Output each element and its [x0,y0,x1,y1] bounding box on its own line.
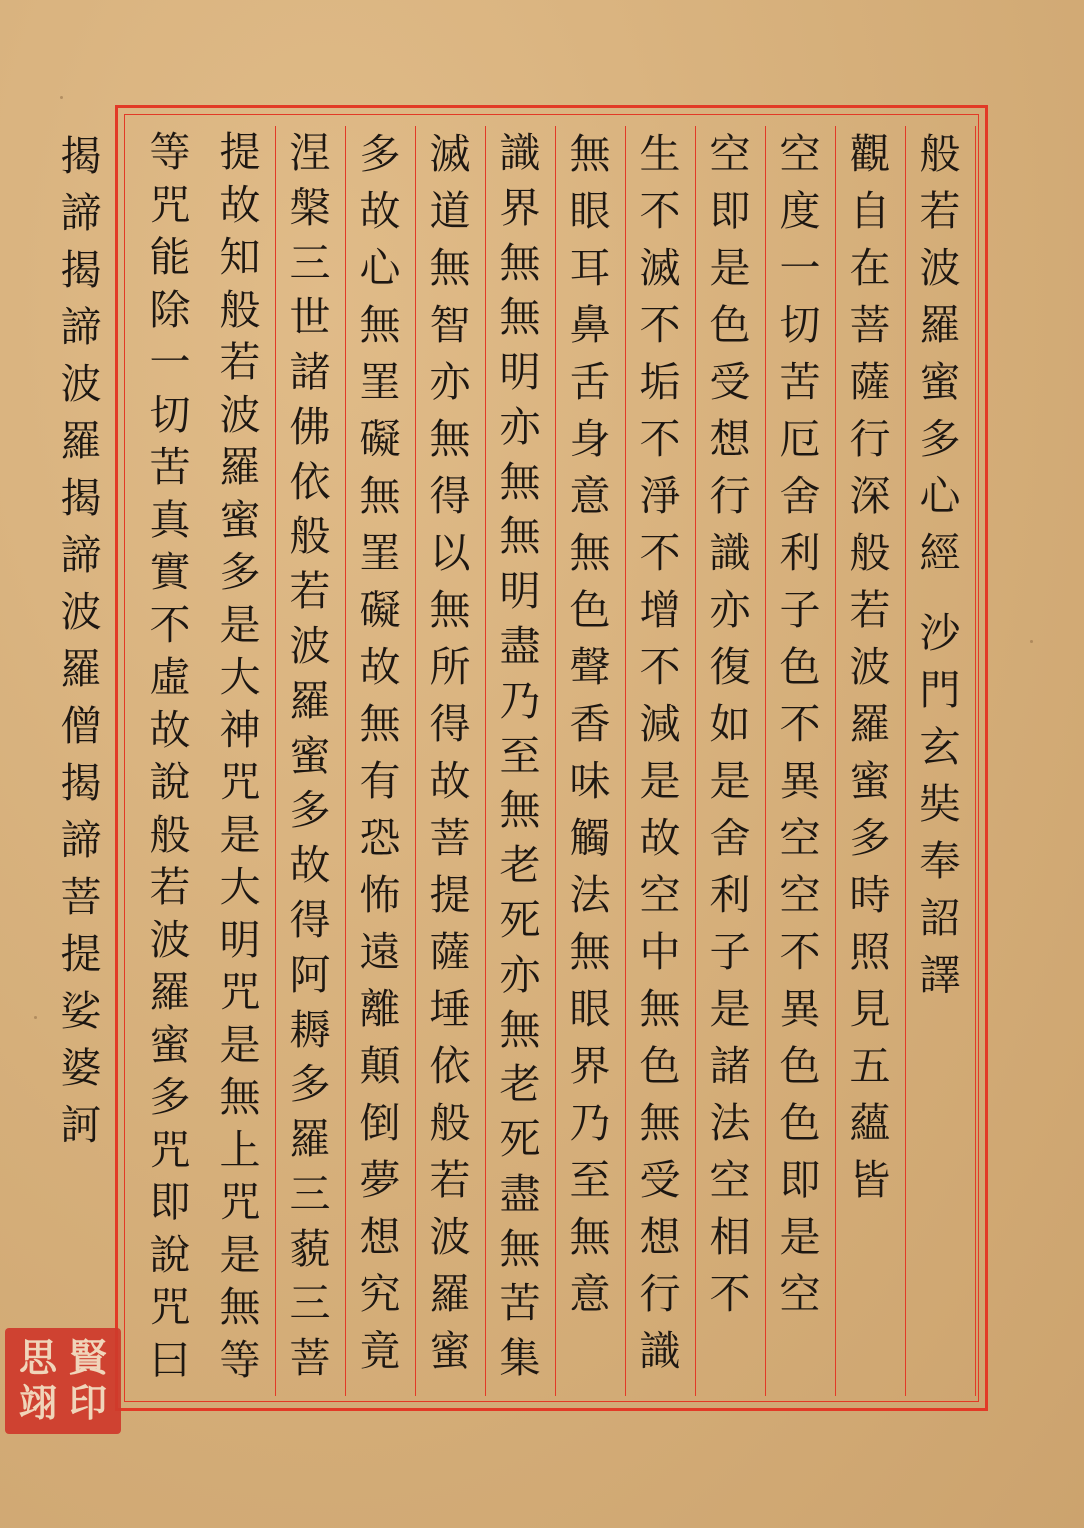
sutra-character: 蜜 [849,757,891,805]
sutra-character: 利 [779,529,821,577]
sutra-character: 淨 [639,472,681,520]
sutra-character: 得 [429,472,471,520]
sutra-character: 多 [849,814,891,862]
sutra-character: 空 [779,130,821,178]
sutra-character: 咒 [219,758,261,806]
sutra-character: 怖 [359,871,401,919]
sutra-character: 死 [499,895,541,944]
sutra-character: 想 [709,415,751,463]
sutra-character: 神 [219,705,261,754]
sutra-character: 所 [429,643,471,691]
sutra-character: 舍 [709,814,751,862]
paper-speck [34,1016,37,1019]
sutra-character: 波 [429,1213,471,1261]
sutra-character: 不 [149,600,191,649]
sutra-character: 眼 [569,985,611,1033]
text-column [625,126,696,1396]
text-column [765,126,836,1396]
sutra-character: 揭 [60,132,102,180]
sutra-character: 無 [499,457,541,506]
sutra-character: 無 [499,1224,541,1273]
sutra-character: 提 [429,871,471,919]
sutra-character: 界 [569,1042,611,1090]
sutra-character: 復 [709,643,751,691]
sutra-character: 無 [639,1099,681,1147]
sutra-character: 羅 [289,676,331,725]
title-character: 經 [919,529,961,577]
translator-character: 奘 [919,780,961,828]
sutra-character: 揭 [60,759,102,807]
sutra-character: 無 [499,786,541,835]
sutra-character: 不 [639,643,681,691]
sutra-character: 菩 [429,814,471,862]
sutra-character: 自 [849,187,891,235]
sutra-character: 涅 [289,129,331,177]
sutra-character: 故 [429,757,471,805]
text-column [135,126,205,1396]
paper-speck [1030,640,1033,643]
text-column [415,126,486,1396]
sutra-character: 故 [359,643,401,691]
sutra-character: 蘊 [849,1099,891,1147]
sutra-character: 空 [779,1270,821,1318]
sutra-character: 菩 [849,301,891,349]
translator-character: 玄 [919,723,961,771]
sutra-character: 蜜 [149,1020,191,1069]
sutra-character: 亦 [499,402,541,451]
sutra-character: 是 [779,1213,821,1261]
sutra-character: 道 [429,187,471,235]
sutra-character: 不 [779,700,821,748]
sutra-character: 羅 [60,645,102,693]
sutra-character: 故 [149,705,191,754]
sutra-character: 波 [219,390,261,439]
sutra-character: 提 [219,128,261,176]
sutra-character: 倒 [359,1099,401,1147]
sutra-character: 蜜 [219,495,261,544]
sutra-character: 無 [219,1283,261,1331]
sutra-character: 子 [709,928,751,976]
sutra-character: 無 [499,1005,541,1054]
sutra-character: 礙 [359,415,401,463]
sutra-character: 咒 [219,968,261,1016]
sutra-character: 界 [499,183,541,232]
sutra-character: 異 [779,985,821,1033]
title-column [905,126,976,1396]
sutra-character: 若 [149,863,191,911]
sutra-character: 等 [219,1335,261,1384]
text-column [835,126,906,1396]
sutra-character: 受 [709,358,751,406]
sutra-character: 實 [149,548,191,596]
sutra-character: 無 [499,293,541,342]
sutra-character: 夢 [359,1156,401,1204]
sutra-character: 亦 [499,950,541,999]
sutra-character: 苦 [779,358,821,406]
sutra-character: 得 [429,700,471,748]
sutra-character: 竟 [359,1327,401,1375]
sutra-character: 想 [639,1213,681,1261]
sutra-character: 行 [639,1270,681,1318]
sutra-character: 諸 [289,348,331,397]
sutra-character: 舍 [779,472,821,520]
sutra-character: 無 [429,586,471,634]
sutra-character: 是 [219,600,261,649]
sutra-character: 明 [499,567,541,616]
sutra-character: 老 [499,1060,541,1109]
sutra-character: 佛 [289,402,331,451]
title-character: 若 [919,187,961,235]
sutra-character: 能 [149,233,191,281]
sutra-character: 空 [709,1156,751,1204]
sutra-character: 世 [289,293,331,342]
sutra-character: 蜜 [429,1327,471,1375]
sutra-character: 多 [219,548,261,596]
sutra-character: 諸 [709,1042,751,1090]
sutra-character: 亦 [429,358,471,406]
title-character: 多 [919,415,961,463]
sutra-character: 羅 [149,968,191,1016]
sutra-character: 是 [709,757,751,805]
sutra-character: 集 [499,1334,541,1383]
sutra-character: 色 [639,1042,681,1090]
sutra-character: 垢 [639,358,681,406]
translator-credit [920,605,961,1004]
sutra-character: 故 [359,187,401,235]
sutra-character: 想 [359,1213,401,1261]
sutra-character: 無 [429,244,471,292]
sutra-character: 礙 [359,586,401,634]
sutra-character: 遠 [359,928,401,976]
paper-speck [60,96,63,99]
sutra-character: 恐 [359,814,401,862]
sutra-character: 離 [359,985,401,1033]
sutra-character: 曰 [149,1335,191,1384]
sutra-character: 空 [779,871,821,919]
sutra-character: 諦 [60,816,102,864]
sutra-character: 時 [849,871,891,919]
sutra-character: 若 [849,586,891,634]
sutra-character: 得 [289,895,331,944]
sutra-character: 咒 [149,1125,191,1174]
sutra-character: 識 [499,129,541,177]
text-column [555,126,626,1396]
sutra-character: 羅 [219,443,261,491]
sutra-character: 色 [779,1099,821,1147]
sutra-character: 故 [219,180,261,229]
translator-character: 門 [919,666,961,714]
sutra-character: 意 [569,1270,611,1318]
translator-character: 詔 [919,894,961,942]
sutra-character: 滅 [639,244,681,292]
sutra-character: 色 [709,301,751,349]
sutra-character: 耨 [289,1005,331,1054]
sutra-character: 在 [849,244,891,292]
sutra-character: 苦 [149,443,191,491]
sutra-character: 說 [149,1230,191,1279]
sutra-character: 無 [359,700,401,748]
sutra-character: 罣 [359,358,401,406]
sutra-character: 不 [639,529,681,577]
title-character: 蜜 [919,358,961,406]
sutra-character: 乃 [569,1099,611,1147]
sutra-character: 即 [779,1156,821,1204]
sutra-character: 羅 [60,417,102,465]
sutra-character: 異 [779,757,821,805]
sutra-character: 上 [219,1125,261,1174]
sutra-character: 虛 [149,653,191,701]
sutra-character: 相 [709,1213,751,1261]
sutra-character: 眼 [569,187,611,235]
translator-character: 奉 [919,837,961,885]
sutra-character: 若 [429,1156,471,1204]
sutra-character: 無 [569,130,611,178]
sutra-character: 明 [219,915,261,964]
sutra-character: 盡 [499,622,541,671]
sutra-character: 薩 [429,928,471,976]
text-column [485,126,556,1396]
sutra-character: 波 [60,588,102,636]
sutra-character: 婆 [60,1044,102,1092]
sutra-character: 無 [499,512,541,561]
sutra-character: 有 [359,757,401,805]
sutra-character: 波 [849,643,891,691]
sutra-character: 般 [219,285,261,334]
sutra-character: 般 [149,810,191,859]
sutra-character: 波 [60,360,102,408]
text-column [695,126,766,1396]
sutra-character: 智 [429,301,471,349]
sutra-character: 苦 [499,1279,541,1328]
sutra-character: 除 [149,285,191,334]
sutra-character: 故 [289,841,331,890]
sutra-character: 咒 [219,1178,261,1226]
sutra-character: 揭 [60,246,102,294]
sutra-character: 埵 [429,985,471,1033]
sutra-character: 至 [569,1156,611,1204]
sutra-character: 是 [709,985,751,1033]
sutra-character: 提 [60,930,102,978]
sutra-character: 三 [289,1279,331,1328]
sutra-character: 訶 [60,1101,102,1149]
sutra-character: 羅 [429,1270,471,1318]
sutra-character: 無 [359,301,401,349]
sutra-character: 空 [779,814,821,862]
sutra-character: 意 [569,472,611,520]
sutra-character: 顛 [359,1042,401,1090]
sutra-character: 度 [779,187,821,235]
sutra-character: 行 [709,472,751,520]
sutra-character: 老 [499,841,541,890]
sutra-character: 娑 [60,987,102,1035]
sutra-character: 咒 [149,1283,191,1331]
sutra-character: 無 [569,928,611,976]
sutra-character: 是 [219,1230,261,1279]
sutra-character: 鼻 [569,301,611,349]
sutra-character: 三 [289,1169,331,1218]
sutra-character: 聲 [569,643,611,691]
sutra-character: 以 [429,529,471,577]
sutra-character: 觸 [569,814,611,862]
title-character: 波 [919,244,961,292]
sutra-character: 一 [149,338,191,386]
sutra-character: 諦 [60,531,102,579]
sutra-character: 色 [569,586,611,634]
sutra-character: 是 [709,244,751,292]
seal-character: 翊 [18,1380,57,1425]
sutra-character: 香 [569,700,611,748]
translator-character: 沙 [919,609,961,657]
sutra-character: 子 [779,586,821,634]
sutra-character: 觀 [849,130,891,178]
sutra-character: 諦 [60,303,102,351]
sutra-character: 說 [149,758,191,806]
sutra-character: 多 [149,1073,191,1121]
sutra-character: 滅 [429,130,471,178]
sutra-character: 無 [569,529,611,577]
sutra-character: 菩 [289,1334,331,1383]
text-column [345,126,416,1396]
sutra-character: 乃 [499,676,541,725]
sutra-character: 利 [709,871,751,919]
sutra-character: 依 [289,457,331,506]
text-column [275,126,346,1396]
sutra-character: 不 [709,1270,751,1318]
sutra-character: 波 [149,915,191,964]
sutra-character: 不 [639,301,681,349]
sutra-character: 大 [219,863,261,911]
sutra-character: 識 [709,529,751,577]
sutra-character: 多 [359,130,401,178]
sutra-character: 色 [779,643,821,691]
sutra-character: 諦 [60,189,102,237]
sutra-character: 無 [639,985,681,1033]
sutra-character: 無 [359,472,401,520]
title-character: 心 [919,472,961,520]
sutra-character: 若 [289,567,331,616]
translator-character: 譯 [919,951,961,999]
sutra-character: 至 [499,731,541,780]
sutra-character: 故 [639,814,681,862]
sutra-character: 死 [499,1115,541,1164]
sutra-character: 耳 [569,244,611,292]
sutra-title [920,126,961,582]
sutra-character: 味 [569,757,611,805]
sutra-character: 受 [639,1156,681,1204]
sutra-character: 心 [359,244,401,292]
sutra-character: 僧 [60,702,102,750]
seal-character: 賢 [68,1335,107,1380]
sutra-character: 五 [849,1042,891,1090]
sutra-character: 即 [149,1178,191,1226]
sutra-character: 切 [149,390,191,439]
sutra-character: 阿 [289,950,331,999]
title-character: 羅 [919,301,961,349]
sutra-character: 等 [149,128,191,176]
sutra-character: 羅 [849,700,891,748]
text-column [205,126,276,1396]
sutra-character: 藐 [289,1224,331,1273]
sutra-character: 揭 [60,474,102,522]
sutra-character: 無 [569,1213,611,1261]
sutra-character: 厄 [779,415,821,463]
sutra-character: 身 [569,415,611,463]
sutra-character: 蜜 [289,731,331,780]
title-character: 般 [919,130,961,178]
sutra-character: 槃 [289,183,331,232]
sutra-character: 若 [219,338,261,386]
sutra-character: 皆 [849,1156,891,1204]
sutra-character: 罣 [359,529,401,577]
sutra-character: 大 [219,653,261,701]
sutra-character: 舌 [569,358,611,406]
sutra-character: 增 [639,586,681,634]
sutra-character: 減 [639,700,681,748]
sutra-character: 空 [639,871,681,919]
sutra-character: 究 [359,1270,401,1318]
sutra-character: 亦 [709,586,751,634]
sutra-character: 依 [429,1042,471,1090]
sutra-character: 一 [779,244,821,292]
sutra-character: 知 [219,233,261,281]
sutra-character: 照 [849,928,891,976]
sutra-character: 識 [639,1327,681,1375]
closing-mantra-column [46,128,116,1398]
sutra-character: 羅 [289,1115,331,1164]
sutra-character: 無 [219,1073,261,1121]
sutra-character: 菩 [60,873,102,921]
sutra-character: 切 [779,301,821,349]
sutra-character: 波 [289,622,331,671]
sutra-character: 是 [639,757,681,805]
seal-character: 印 [68,1380,107,1425]
sutra-character: 般 [429,1099,471,1147]
sutra-character: 不 [779,928,821,976]
sutra-character: 盡 [499,1169,541,1218]
seal-character: 思 [18,1335,57,1380]
sutra-character: 無 [429,415,471,463]
sutra-character: 明 [499,348,541,397]
sutra-character: 空 [709,130,751,178]
sutra-character: 生 [639,130,681,178]
sutra-character: 色 [779,1042,821,1090]
sutra-character: 無 [499,238,541,287]
sutra-character: 是 [219,810,261,859]
sutra-character: 深 [849,472,891,520]
sutra-character: 真 [149,495,191,544]
sutra-character: 三 [289,238,331,287]
sutra-character: 如 [709,700,751,748]
sutra-character: 不 [639,187,681,235]
sutra-character: 咒 [149,180,191,229]
sutra-character: 法 [709,1099,751,1147]
sutra-character: 見 [849,985,891,1033]
sutra-character: 多 [289,1060,331,1109]
sutra-character: 不 [639,415,681,463]
sutra-character: 法 [569,871,611,919]
sutra-character: 薩 [849,358,891,406]
sutra-character: 中 [639,928,681,976]
seal-stamp [5,1328,121,1434]
sutra-character: 即 [709,187,751,235]
sutra-character: 多 [289,786,331,835]
sutra-character: 般 [289,512,331,561]
sutra-character: 是 [219,1020,261,1069]
sutra-character: 般 [849,529,891,577]
sutra-character: 行 [849,415,891,463]
